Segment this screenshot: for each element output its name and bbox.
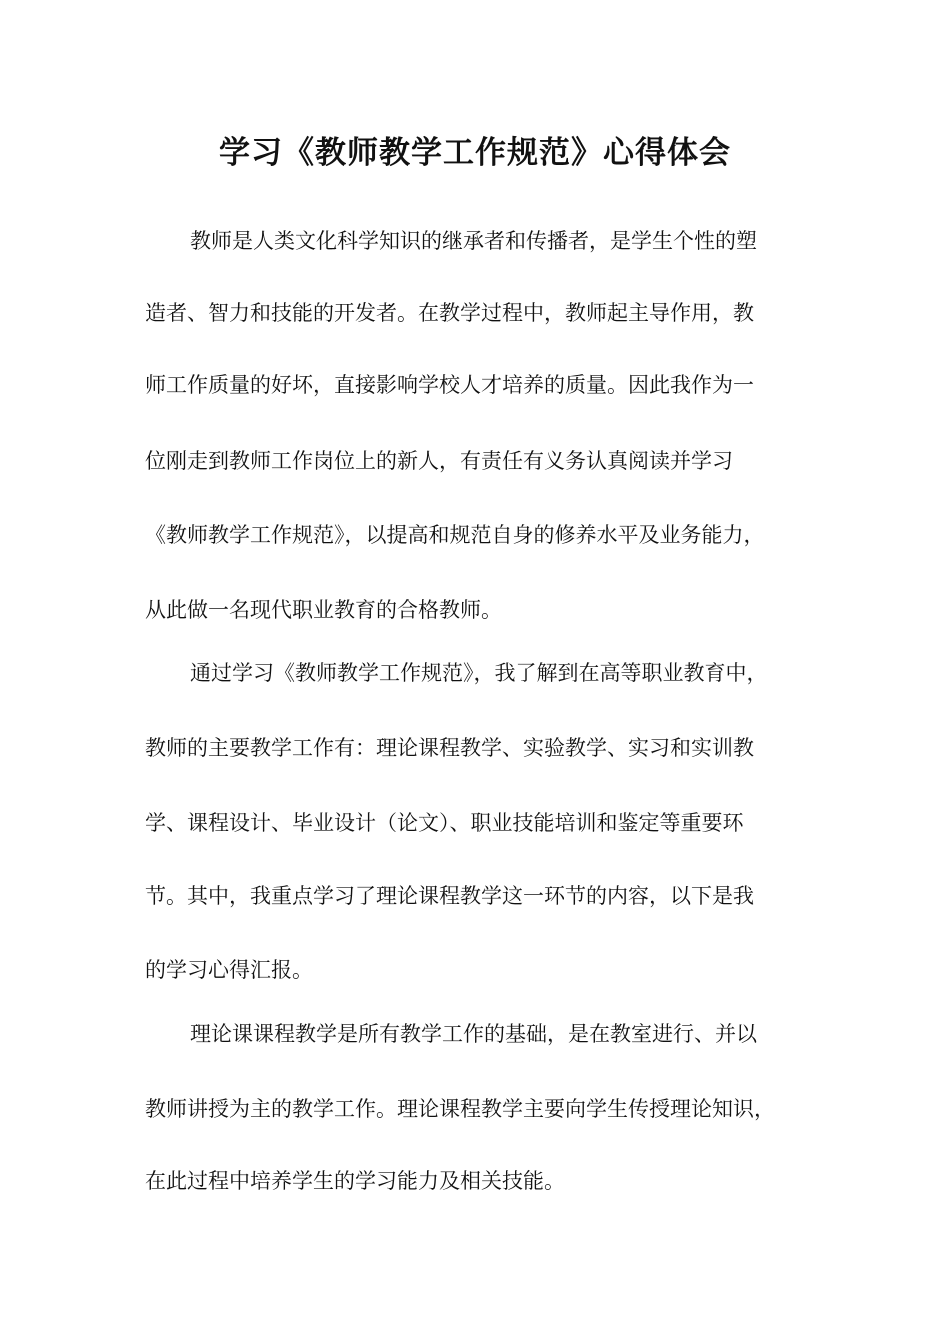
line-text: 《教师教学工作规范》，以提高和规范自身的修养水平及业务能力， (145, 523, 765, 547)
line-text: 理论课课程教学是所有教学工作的基础，是在教室进行、并以 (190, 1022, 757, 1046)
line-text: 的学习心得汇报。 (145, 958, 313, 982)
line-text: 学、课程设计、毕业设计（论文）、职业技能培训和鉴定等重要环 (145, 811, 744, 835)
line-text: 节。其中，我重点学习了理论课程教学这一环节的内容，以下是我 (145, 884, 754, 908)
line-text: 在此过程中培养学生的学习能力及相关技能。 (145, 1169, 565, 1193)
line-text: 师工作质量的好坏，直接影响学校人才培养的质量。因此我作为一 (145, 373, 754, 397)
document-title: 学习《教师教学工作规范》心得体会 (219, 135, 731, 171)
line-text: 教师是人类文化科学知识的继承者和传播者，是学生个性的塑 (190, 229, 757, 253)
line-text: 通过学习《教师教学工作规范》，我了解到在高等职业教育中， (190, 661, 768, 685)
line-text: 教师讲授为主的教学工作。理论课程教学主要向学生传授理论知识， (145, 1097, 775, 1121)
line-text: 造者、智力和技能的开发者。在教学过程中，教师起主导作用，教 (145, 301, 754, 325)
line-text: 从此做一名现代职业教育的合格教师。 (145, 598, 502, 622)
line-text: 教师的主要教学工作有：理论课程教学、实验教学、实习和实训教 (145, 736, 754, 760)
line-text: 位刚走到教师工作岗位上的新人，有责任有义务认真阅读并学习 (145, 449, 733, 473)
